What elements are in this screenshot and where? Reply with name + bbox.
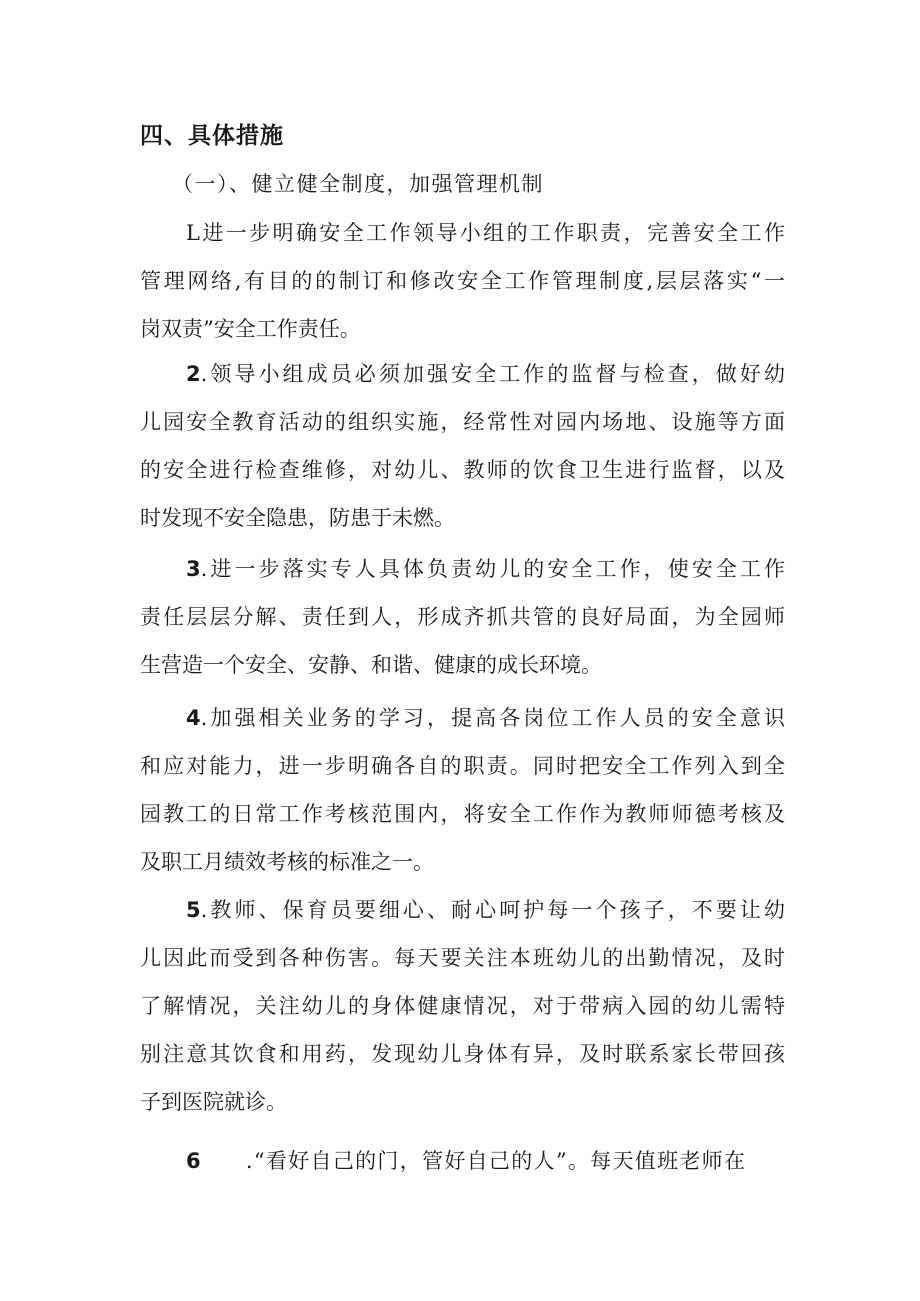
paragraph-line: 的安全进行检查维修，对幼儿、教师的饮食卫生进行监督，以及: [140, 458, 785, 482]
paragraph-6: [140, 1137, 785, 1185]
paragraph-line-text: .领导小组成员必须加强安全工作的监督与检查，做好幼: [200, 362, 785, 386]
paragraph-line: L进一步明确安全工作领导小组的工作职责，完善安全工作: [186, 221, 785, 245]
item-number: 6: [186, 1149, 202, 1173]
item-number: 2: [186, 362, 201, 386]
item-number: 3: [186, 557, 201, 581]
paragraph-line-text: .加强相关业务的学习，提高各岗位工作人员的安全意识: [200, 706, 785, 730]
paragraph-line-numbered: [140, 1137, 785, 1185]
paragraph-3: [140, 545, 785, 689]
subsection-title: （一）、健立健全制度，加强管理机制: [172, 172, 544, 196]
paragraph-line: 生营造一个安全、安静、和谐、健康的成长环境。: [140, 653, 602, 677]
paragraph-2: [140, 350, 785, 542]
paragraph-1: [140, 209, 785, 353]
paragraph-5: [140, 886, 785, 1126]
paragraph-line-text: .教师、保育员要细心、耐心呵护每一个孩子，不要让幼: [200, 898, 785, 922]
paragraph-line: 时发现不安全隐患，防患于未燃。: [140, 506, 455, 530]
paragraph-line: 岗双责”安全工作责任。: [140, 317, 361, 341]
section-title: 四、具体措施: [140, 123, 284, 149]
paragraph-line-numbered: [140, 886, 785, 934]
paragraph-line: 儿园安全教育活动的组织实施，经常性对园内场地、设施等方面: [140, 410, 785, 434]
paragraph-line-numbered: [140, 545, 785, 593]
paragraph-line: 责任层层分解、责任到人，形成齐抓共管的良好局面，为全园师: [140, 605, 785, 629]
paragraph-line: 园教工的日常工作考核范围内，将安全工作作为教师师德考核及: [140, 802, 785, 826]
paragraph-line: 了解情况，关注幼儿的身体健康情况，对于带病入园的幼儿需特: [140, 994, 785, 1018]
paragraph-line: 子到医院就诊。: [140, 1090, 287, 1114]
paragraph-line: 儿因此而受到各种伤害。每天要关注本班幼儿的出勤情况，及时: [140, 946, 785, 970]
paragraph-line: 和应对能力，进一步明确各自的职责。同时把安全工作列入到全: [140, 754, 785, 778]
paragraph-line-text: .“看好自己的门，管好自己的人”。每天值班老师在: [245, 1149, 747, 1173]
paragraph-line: 及职工月绩效考核的标准之一。: [140, 850, 434, 874]
paragraph-4: [140, 694, 785, 886]
paragraph-line-numbered: [140, 350, 785, 398]
paragraph-line: 别注意其饮食和用药，发现幼儿身体有异，及时联系家长带回孩: [140, 1042, 785, 1066]
item-number: 5: [186, 898, 201, 922]
paragraph-line-text: .进一步落实专人具体负责幼儿的安全工作，使安全工作: [200, 557, 785, 581]
paragraph-line-numbered: [140, 694, 785, 742]
paragraph-line: 管理网络,有目的的制订和修改安全工作管理制度,层层落实“一: [140, 269, 785, 293]
item-number: 4: [186, 706, 201, 730]
